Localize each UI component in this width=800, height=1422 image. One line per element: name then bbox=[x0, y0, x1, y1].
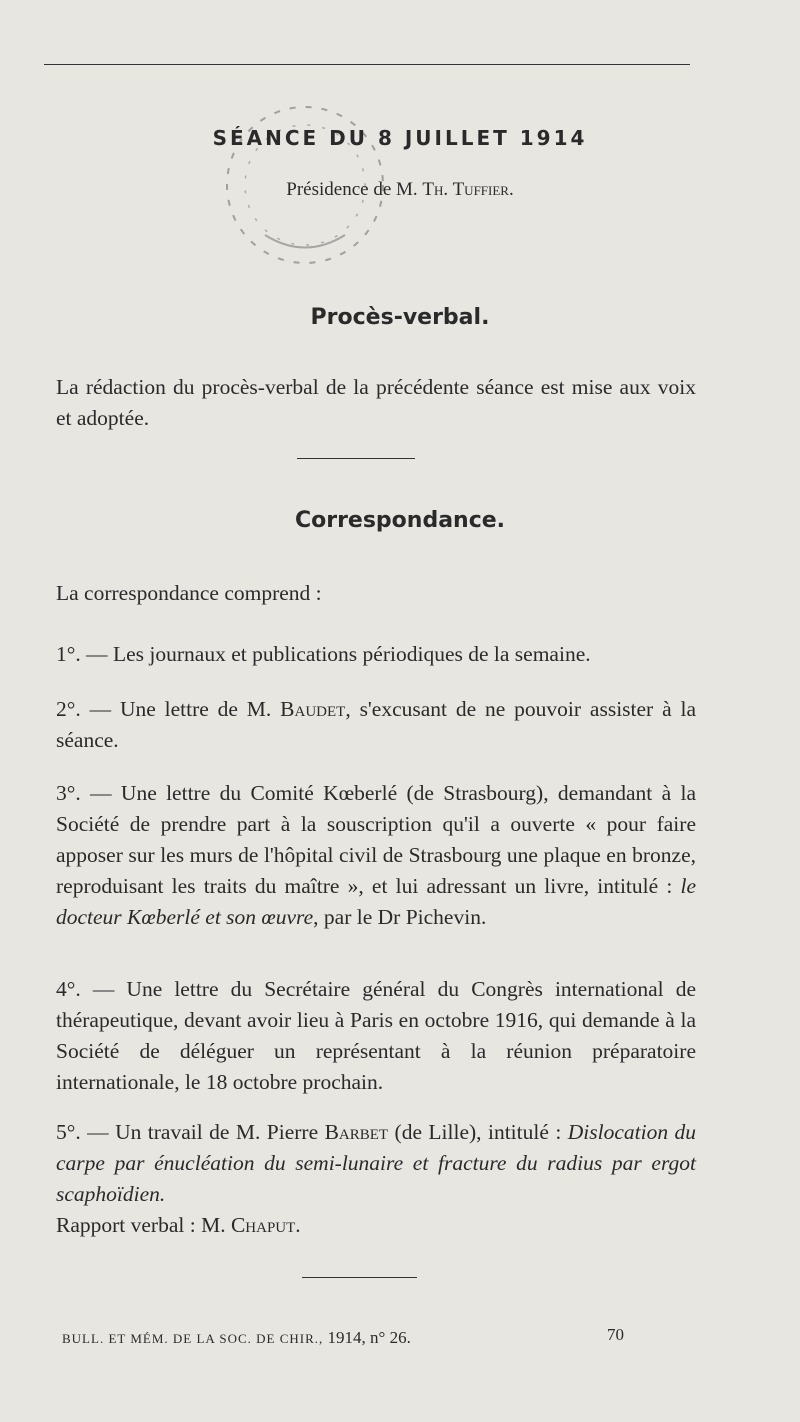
page-number: 70 bbox=[607, 1325, 624, 1344]
item-2-text-b: , s'excusant de ne pouvoir assister à la séance. bbox=[56, 697, 696, 752]
item-1: 1°. — Les journaux et publications périodiques de la semaine. bbox=[56, 642, 591, 666]
item-5-text-b: (de Lille), intitulé : bbox=[394, 1120, 562, 1144]
item-3-book-title: le docteur Kœberlé et son œuvre bbox=[56, 874, 696, 929]
item-5 bbox=[56, 1117, 696, 1241]
item-2 bbox=[56, 694, 696, 756]
footer-year-issue: 1914, n° 26. bbox=[327, 1328, 411, 1347]
presidence-line bbox=[0, 179, 800, 201]
president-name: Th. Tuffier. bbox=[422, 179, 514, 200]
item-4: 4°. — Une lettre du Secrétaire général du Congrès international de thérapeutique, devant avoir lieu à Paris en octobre 1916, qui demande à la Société de déléguer un représentant à la réunion préparatoire internationale, le 18 octobre prochain. bbox=[56, 977, 696, 1094]
correspondance-heading: Correspondance. bbox=[294, 508, 506, 533]
section-divider bbox=[297, 458, 415, 459]
correspondance-intro: La correspondance comprend : bbox=[56, 581, 322, 605]
footer-journal: BULL. ET MÉM. DE LA SOC. DE CHIR., bbox=[62, 1331, 324, 1346]
top-rule bbox=[44, 64, 690, 65]
footer-citation bbox=[62, 1328, 642, 1348]
item-5-text-a: 5°. — Un travail de M. Pierre bbox=[56, 1120, 319, 1144]
item-3 bbox=[56, 778, 696, 933]
proces-verbal-text: La rédaction du procès-verbal de la précédente séance est mise aux voix et adoptée. bbox=[56, 375, 696, 430]
item-2-text-a: 2°. — Une lettre de M. bbox=[56, 697, 272, 721]
item-5-rapport-name: Chaput. bbox=[230, 1213, 301, 1237]
item-5-work-title: Dislocation du carpe par énucléation du semi-lunaire et fracture du radius par ergot scaphoïdien. bbox=[56, 1120, 696, 1206]
footer-divider bbox=[302, 1277, 417, 1278]
item-3-text-b: , par le Dr Pichevin. bbox=[313, 905, 487, 929]
item-5-rapport: Rapport verbal : M. bbox=[56, 1213, 226, 1237]
presidence-prefix: Présidence de M. bbox=[286, 179, 418, 200]
session-title: SÉANCE DU 8 JUILLET 1914 bbox=[212, 126, 588, 150]
item-5-name: Barbet bbox=[324, 1120, 389, 1144]
proces-verbal-heading: Procès-verbal. bbox=[310, 305, 490, 330]
item-3-text-a: 3°. — Une lettre du Comité Kœberlé (de Strasbourg), demandant à la Société de prendre part à la souscription qu'il a ouverte « pour faire apposer sur les murs de l'hôpital civil de Strasbourg une plaque en bronze, reproduisant les traits du maître », et lui adressant un livre, intitulé : bbox=[56, 781, 696, 898]
item-2-name: Baudet bbox=[280, 697, 346, 721]
